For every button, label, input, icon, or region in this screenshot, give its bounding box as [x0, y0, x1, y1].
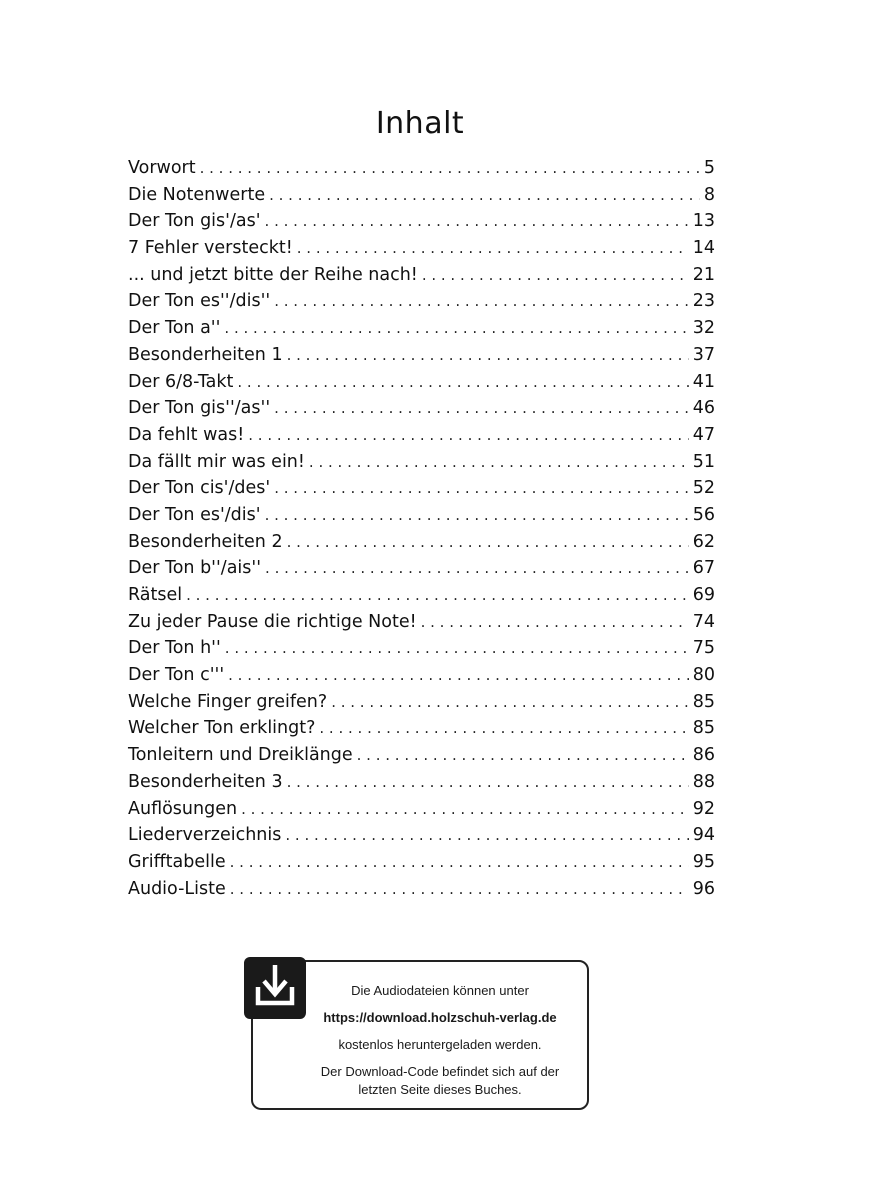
toc-entry-page: 92 [692, 798, 715, 819]
toc-entry-label: Der Ton b''/ais'' [128, 558, 262, 579]
toc-dot-leader [230, 876, 689, 903]
toc-entry-page: 94 [692, 825, 715, 846]
toc-dot-leader [269, 182, 700, 209]
toc-entry-page: 41 [692, 371, 715, 392]
toc-entry-page: 96 [692, 878, 715, 899]
toc-entry-page: 85 [692, 718, 715, 739]
toc-dot-leader [230, 849, 689, 876]
toc-entry-label: Besonderheiten 3 [128, 771, 283, 792]
toc-entry-page: 5 [703, 158, 715, 178]
toc-entry [128, 182, 715, 209]
toc-entry [128, 662, 715, 689]
toc-entry-label: Der Ton gis'/as' [128, 211, 261, 232]
toc-dot-leader [287, 529, 689, 556]
toc-entry-label: Welche Finger greifen? [128, 691, 328, 712]
toc-entry [128, 876, 715, 903]
toc-entry-label: Der Ton h'' [128, 638, 221, 659]
toc-entry [128, 288, 715, 315]
toc-dot-leader [274, 395, 689, 422]
toc-entry-page: 52 [692, 478, 715, 499]
toc-entry [128, 395, 715, 422]
toc-entry-label: Zu jeder Pause die richtige Note! [128, 611, 417, 632]
toc-entry-page: 67 [692, 558, 715, 579]
toc-dot-leader [309, 449, 689, 476]
toc-dot-leader [287, 769, 689, 796]
toc-entry-page: 56 [692, 504, 715, 525]
toc-dot-leader [241, 796, 689, 823]
toc-entry [128, 422, 715, 449]
toc-entry-label: Der Ton c''' [128, 665, 225, 686]
toc-entry [128, 315, 715, 342]
toc-dot-leader [228, 662, 689, 689]
toc-entry [128, 235, 715, 262]
notice-line-3: kostenlos heruntergeladen werden. [338, 1037, 542, 1052]
toc-entry-page: 86 [692, 745, 715, 766]
toc-entry [128, 208, 715, 235]
toc-entry-page: 62 [692, 531, 715, 552]
toc-dot-leader [265, 208, 689, 235]
toc-entry [128, 689, 715, 716]
toc-entry-label: Auflösungen [128, 798, 238, 819]
toc-entry [128, 475, 715, 502]
toc-entry-page: 46 [692, 398, 715, 419]
download-url: https://download.holzschuh-verlag.de [323, 1010, 557, 1025]
toc-entry [128, 155, 715, 182]
toc-entry-label: Vorwort [128, 158, 196, 178]
toc-dot-leader [224, 315, 688, 342]
toc-dot-leader [331, 689, 689, 716]
toc-entry [128, 262, 715, 289]
toc-entry [128, 502, 715, 529]
toc-dot-leader [287, 342, 689, 369]
toc-dot-leader [265, 502, 689, 529]
toc-entry [128, 449, 715, 476]
toc-entry-label: Der Ton es'/dis' [128, 504, 261, 525]
toc-entry-page: 23 [692, 291, 715, 312]
toc-dot-leader [225, 635, 689, 662]
toc-entry [128, 369, 715, 396]
toc-entry-label: Welcher Ton erklingt? [128, 718, 316, 739]
download-notice-text [290, 982, 590, 1099]
toc-entry-page: 37 [692, 344, 715, 365]
toc-entry-label: Der Ton es''/dis'' [128, 291, 271, 312]
toc-entry-page: 8 [703, 184, 715, 205]
toc-entry-page: 69 [692, 585, 715, 605]
toc-entry [128, 609, 715, 636]
toc-dot-leader [285, 822, 688, 849]
toc-dot-leader [274, 288, 689, 315]
toc-entry-page: 75 [692, 638, 715, 659]
toc-dot-leader [319, 715, 688, 742]
toc-entry-label: Audio-Liste [128, 878, 226, 899]
toc-entry-label: Tonleitern und Dreiklänge [128, 745, 353, 766]
toc-entry-label: Besonderheiten 1 [128, 344, 283, 365]
toc-entry-page: 95 [692, 851, 715, 872]
toc-entry-label: Der Ton a'' [128, 318, 221, 339]
toc-entry [128, 342, 715, 369]
toc-dot-leader [186, 582, 689, 609]
toc-entry [128, 769, 715, 796]
toc-entry-label: Da fällt mir was ein! [128, 451, 305, 472]
toc-dot-leader [297, 235, 689, 262]
table-of-contents [128, 155, 715, 902]
toc-entry [128, 796, 715, 823]
toc-entry [128, 582, 715, 609]
toc-entry [128, 742, 715, 769]
toc-entry [128, 635, 715, 662]
toc-entry-page: 85 [692, 691, 715, 712]
toc-dot-leader [248, 422, 688, 449]
toc-entry-label: Rätsel [128, 585, 183, 605]
notice-line-4: Der Download-Code befindet sich auf der [320, 1064, 560, 1079]
toc-dot-leader [421, 609, 689, 636]
toc-entry-label: Besonderheiten 2 [128, 531, 283, 552]
toc-dot-leader [274, 475, 689, 502]
toc-entry-page: 21 [692, 264, 715, 285]
toc-dot-leader [357, 742, 689, 769]
toc-entry-label: Liederverzeichnis [128, 825, 282, 846]
toc-entry-page: 13 [692, 211, 715, 232]
toc-entry-label: Die Notenwerte [128, 184, 266, 205]
toc-entry-label: ... und jetzt bitte der Reihe nach! [128, 264, 418, 285]
toc-dot-leader [422, 262, 689, 289]
toc-entry-page: 47 [692, 424, 715, 445]
toc-entry-label: Der Ton cis'/des' [128, 478, 271, 499]
toc-entry-page: 88 [692, 771, 715, 792]
toc-dot-leader [237, 369, 688, 396]
toc-entry [128, 555, 715, 582]
toc-entry-page: 32 [692, 318, 715, 339]
toc-entry [128, 529, 715, 556]
notice-line-5: letzten Seite dieses Buches. [358, 1082, 522, 1097]
toc-entry-label: Der Ton gis''/as'' [128, 398, 271, 419]
notice-line-1: Die Audiodateien können unter [351, 983, 529, 998]
toc-dot-leader [265, 555, 689, 582]
toc-entry [128, 822, 715, 849]
toc-entry [128, 715, 715, 742]
toc-entry-label: 7 Fehler versteckt! [128, 238, 293, 259]
toc-entry-label: Grifftabelle [128, 851, 226, 872]
toc-entry-page: 14 [692, 238, 715, 259]
toc-entry-page: 51 [692, 451, 715, 472]
toc-entry-label: Der 6/8-Takt [128, 371, 234, 392]
toc-dot-leader [200, 155, 700, 182]
toc-entry [128, 849, 715, 876]
toc-entry-page: 80 [692, 665, 715, 686]
toc-entry-label: Da fehlt was! [128, 424, 245, 445]
toc-entry-page: 74 [692, 611, 715, 632]
page-title: Inhalt [375, 106, 465, 142]
